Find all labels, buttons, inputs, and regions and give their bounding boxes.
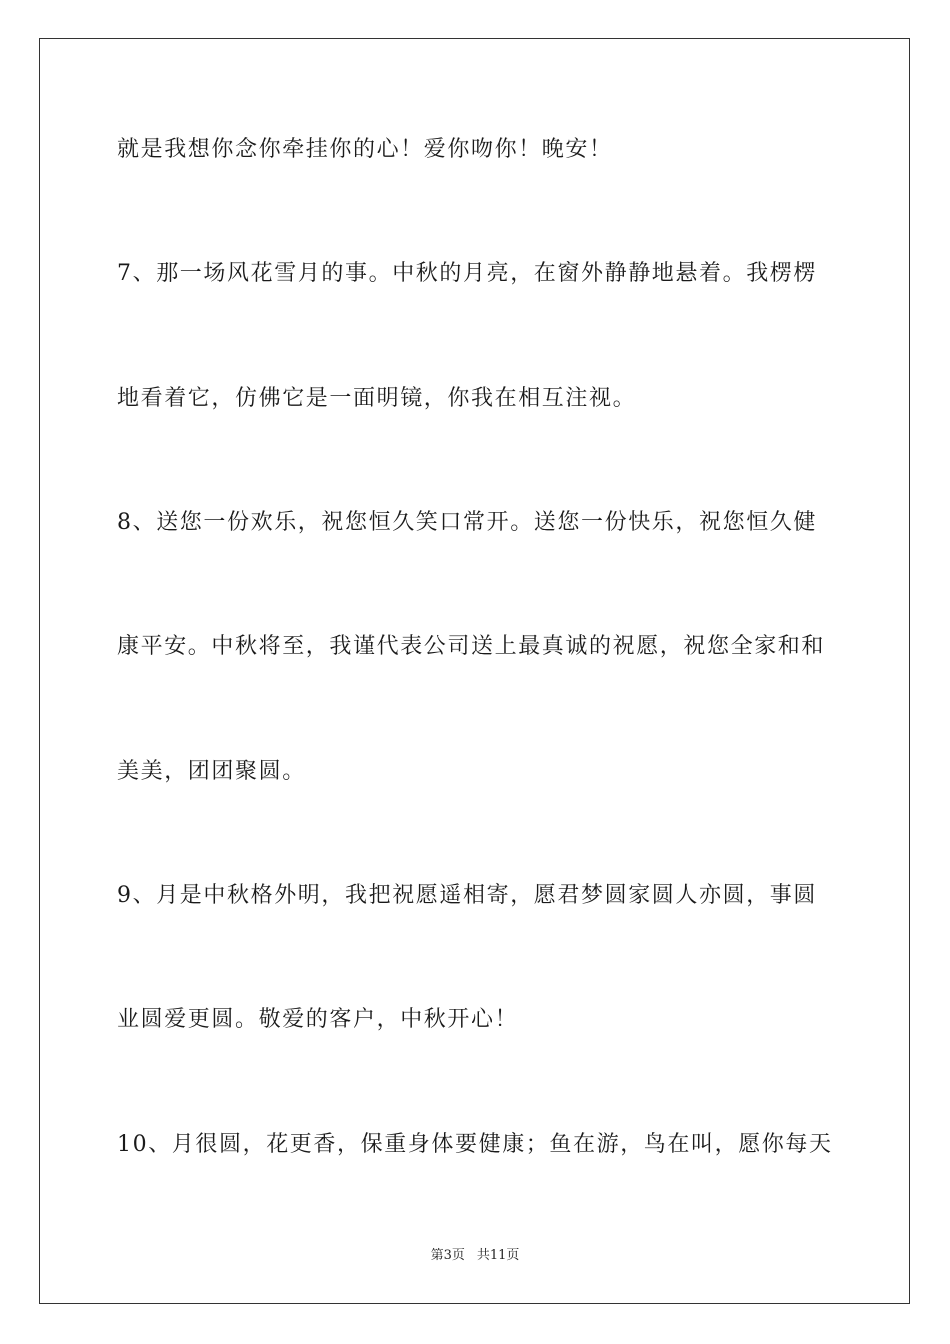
page-border bbox=[39, 38, 910, 1304]
page-total: 共11页 bbox=[476, 1248, 520, 1263]
text-line: 8、送您一份欢乐，祝您恒久笑口常开。送您一份快乐，祝您恒久健 bbox=[117, 510, 817, 535]
page-footer bbox=[0, 1247, 950, 1265]
text-line: 康平安。中秋将至，我谨代表公司送上最真诚的祝愿，祝您全家和和 bbox=[117, 634, 826, 659]
text-line: 7、那一场风花雪月的事。中秋的月亮，在窗外静静地悬着。我楞楞 bbox=[117, 261, 817, 286]
text-line: 就是我想你念你牵挂你的心！爱你吻你！晚安！ bbox=[117, 137, 613, 162]
text-line: 10、月很圆，花更香，保重身体要健康；鱼在游，鸟在叫，愿你每天 bbox=[117, 1132, 833, 1157]
text-line: 9、月是中秋格外明，我把祝愿遥相寄，愿君梦圆家圆人亦圆，事圆 bbox=[117, 883, 817, 908]
text-line: 美美，团团聚圆。 bbox=[117, 759, 306, 784]
text-line: 地看着它，仿佛它是一面明镜，你我在相互注视。 bbox=[117, 386, 637, 411]
page-number: 第3页 bbox=[430, 1248, 465, 1263]
text-line: 业圆爱更圆。敬爱的客户，中秋开心！ bbox=[117, 1007, 519, 1032]
